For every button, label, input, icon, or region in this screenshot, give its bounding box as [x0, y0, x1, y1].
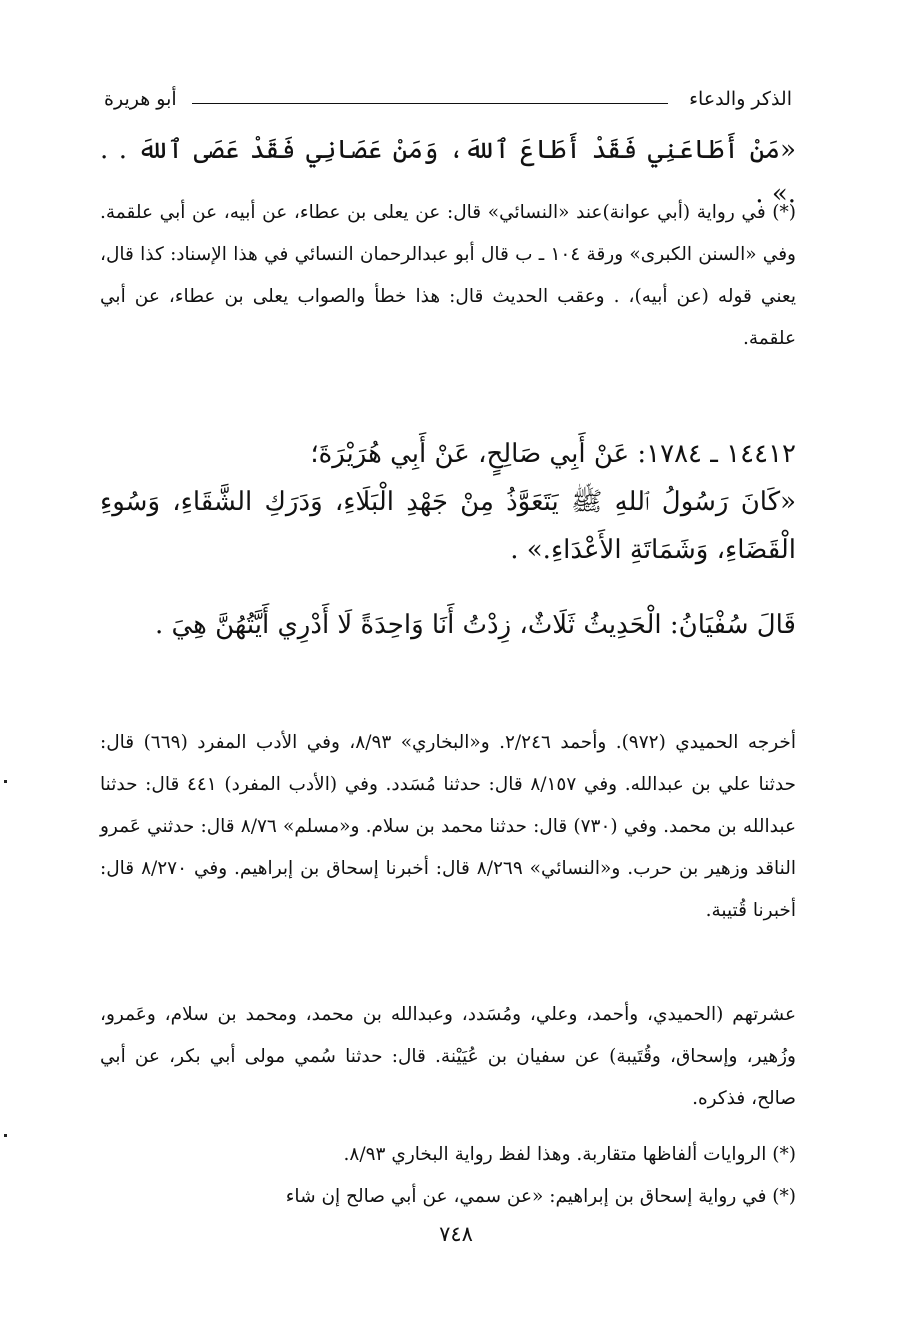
hadith-1784-sufyan — [100, 594, 796, 656]
scan-edge-mark — [4, 780, 7, 783]
header-rule — [192, 103, 668, 104]
hadith-1784-intro — [100, 430, 796, 478]
note-abu-awana — [100, 192, 796, 360]
note-wording — [100, 1134, 796, 1176]
hadith-1784-matn — [100, 478, 796, 574]
note-ishaq-text: (*) في رواية إسحاق بن إبراهيم: «عن سمي، عن أبي صالح إن شاء — [285, 1186, 796, 1207]
page-number: ٧٤٨ — [439, 1222, 473, 1246]
running-header — [100, 84, 796, 116]
hadith-1784-intro-text: ١٤٤١٢ ـ ١٧٨٤: عَنْ أَبِي صَالِحٍ، عَنْ أَبِي هُرَيْرَةَ؛ — [310, 439, 796, 469]
hadith-previous-ending-text: «مَنْ أَطَاعَنِي فَقَدْ أَطَاعَ ٱللهَ، وَمَنْ عَصَانِي فَقَدْ عَصَى ٱللهَ . . .» . — [100, 135, 796, 209]
summary-text: عشرتهم (الحميدي، وأحمد، وعلي، ومُسَدد، وعبدالله بن محمد، ومحمد بن سلام، وعَمرو، وزُهير، وإسحاق، وقُتَيبة) عن سفيان بن عُيَيْنة. قال: حدثنا سُمي مولى أبي بكر، عن أبي صالح، فذكره. — [100, 1004, 796, 1109]
book-title: الذكر والدعاء — [689, 88, 792, 110]
note-abu-awana-text: (*) في رواية (أبي عوانة)عند «النسائي» قال: عن يعلى بن عطاء، عن أبيه، عن أبي علقمة. وفي «السنن الكبرى» ورقة ١٠٤ ـ ب قال أبو عبدالرحمان النسائي في هذا الإسناد: كذا قال، يعني قوله (عن أبيه)، . وعقب الحديث قال: هذا خطأ والصواب يعلى بن عطاء، عن أبي علقمة. — [100, 202, 796, 349]
takhrij-text: أخرجه الحميدي (٩٧٢). وأحمد ٢/٢٤٦. و«البخاري» ٨/٩٣، وفي الأدب المفرد (٦٦٩) قال: حدثنا علي بن عبدالله. وفي ٨/١٥٧ قال: حدثنا مُسَدد. وفي (الأدب المفرد) ٤٤١ قال: حدثنا عبدالله بن محمد. وفي (٧٣٠) قال: حدثنا محمد بن سلام. و«مسلم» ٨/٧٦ قال: حدثني عَمرو الناقد وزهير بن حرب. و«النسائي» ٨/٢٦٩ قال: أخبرنا إسحاق بن إبراهيم. وفي ٨/٢٧٠ قال: أخبرنا قُتيبة. — [100, 732, 797, 921]
takhrij-paragraph — [100, 722, 796, 932]
note-wording-text: (*) الروايات ألفاظها متقاربة. وهذا لفظ رواية البخاري ٨/٩٣. — [343, 1144, 796, 1165]
scan-edge-mark — [4, 1134, 7, 1137]
hadith-1784-matn-text: «كَانَ رَسُولُ ٱللهِ ﷺ يَتَعَوَّذُ مِنْ جَهْدِ الْبَلَاءِ، وَدَرَكِ الشَّقَاءِ، وَسُوءِ الْقَضَاءِ، وَشَمَاتَةِ الأَعْدَاءِ.» . — [100, 487, 796, 565]
summary-paragraph — [100, 994, 796, 1120]
hadith-1784-sufyan-text: قَالَ سُفْيَانُ: الْحَدِيثُ ثَلَاثٌ، زِدْتُ أَنَا وَاحِدَةً لَا أَدْرِي أَيَّتُهُنَّ هِيَ . — [154, 610, 796, 640]
chapter-title: أبو هريرة — [104, 88, 177, 110]
note-ishaq — [100, 1176, 796, 1218]
